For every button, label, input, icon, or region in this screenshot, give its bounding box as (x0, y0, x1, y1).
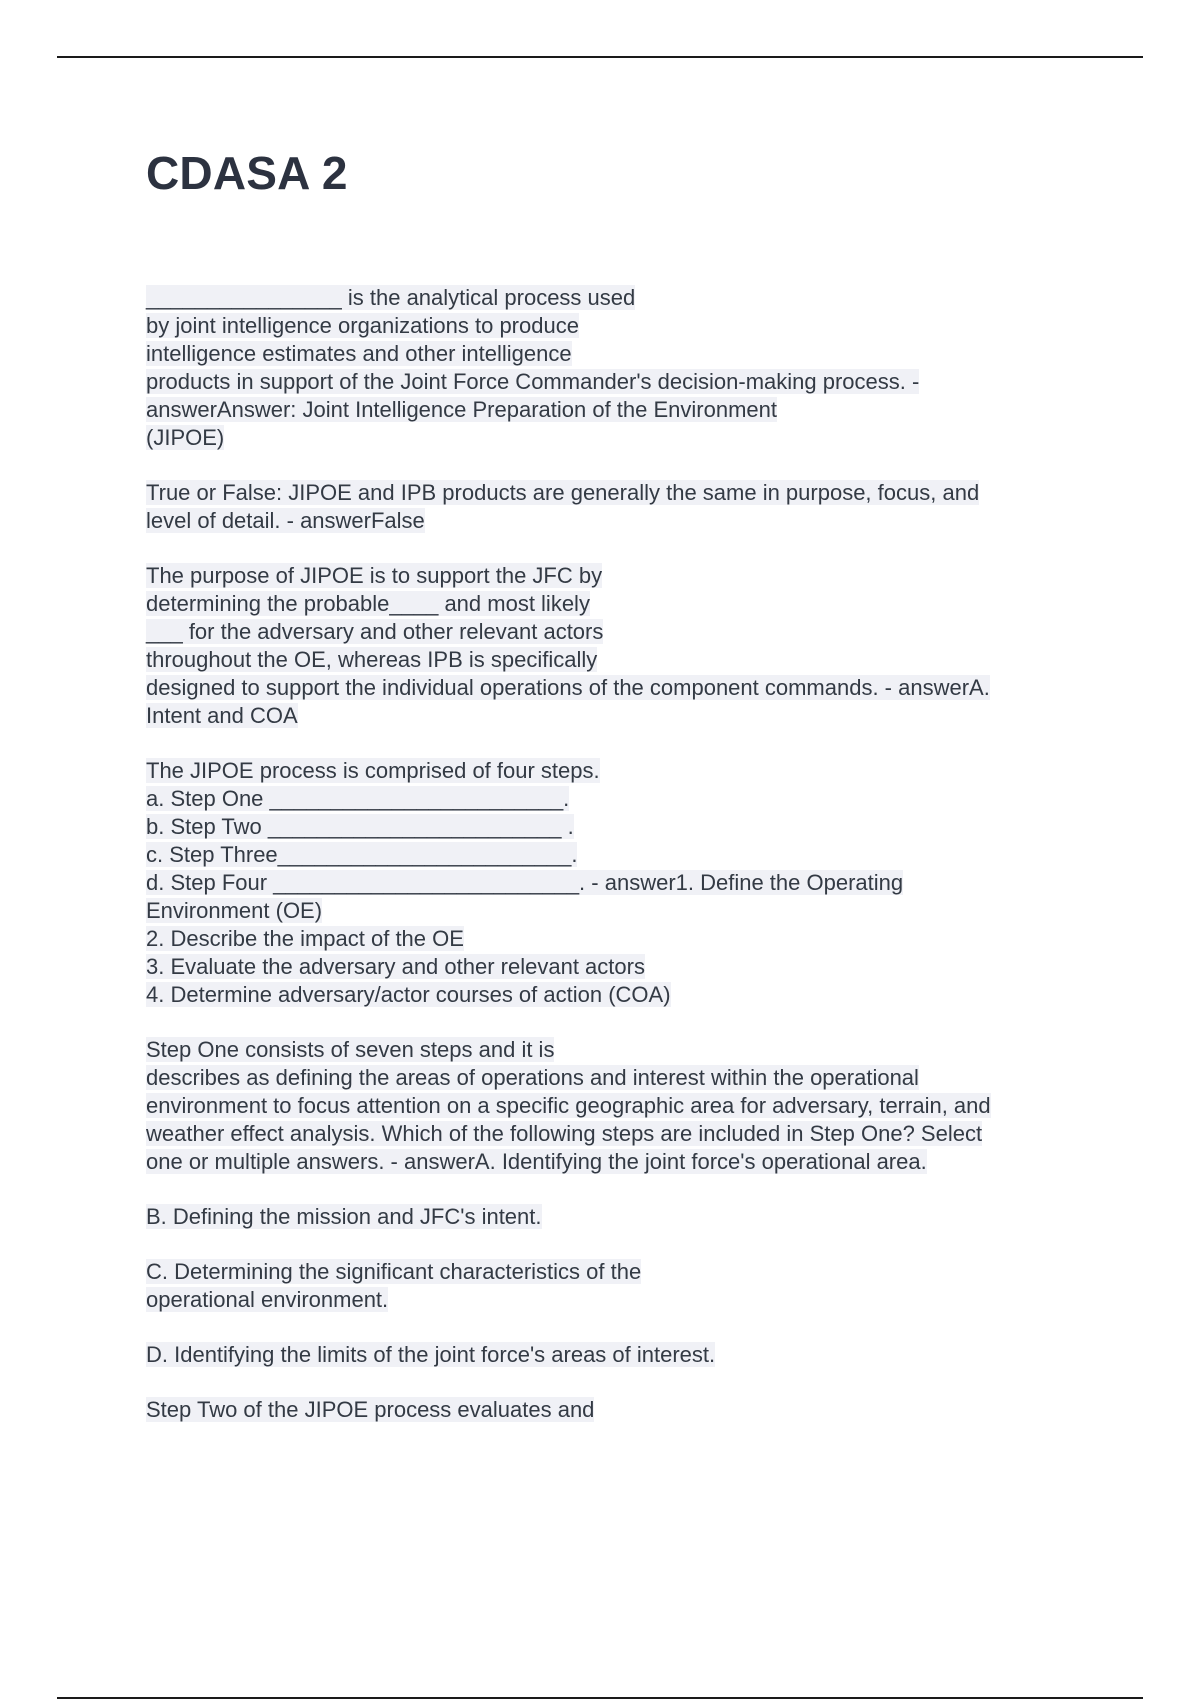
text-line (146, 618, 1106, 646)
qa-paragraph (146, 1036, 1106, 1176)
qa-paragraph (146, 1203, 1106, 1231)
text-line (146, 1148, 1106, 1176)
line-text: ___ for the adversary and other relevant actors (146, 619, 604, 644)
text-line (146, 674, 1106, 702)
text-line (146, 284, 1106, 312)
text-line (146, 312, 1106, 340)
text-line (146, 1092, 1106, 1120)
line-text: products in support of the Joint Force Commander's decision-making process. - (146, 369, 920, 394)
text-line (146, 981, 1106, 1009)
line-text: B. Defining the mission and JFC's intent. (146, 1204, 542, 1229)
text-line (146, 953, 1106, 981)
qa-paragraph (146, 562, 1106, 730)
text-line (146, 590, 1106, 618)
top-rule (57, 56, 1143, 58)
text-line (146, 785, 1106, 813)
line-text: d. Step Four _________________________. - answer1. Define the Operating (146, 870, 904, 895)
text-line (146, 1203, 1106, 1231)
line-text: throughout the OE, whereas IPB is specifically (146, 647, 598, 672)
line-text: 3. Evaluate the adversary and other relevant actors (146, 954, 645, 979)
line-text: a. Step One ________________________. (146, 786, 570, 811)
document-body (146, 284, 1106, 1451)
line-text: environment to focus attention on a specific geographic area for adversary, terrain, and (146, 1093, 991, 1118)
line-text: b. Step Two ________________________ . (146, 814, 574, 839)
line-text: describes as defining the areas of operations and interest within the operational (146, 1065, 919, 1090)
qa-paragraph (146, 479, 1106, 535)
line-text: 4. Determine adversary/actor courses of action (COA) (146, 982, 671, 1007)
text-line (146, 869, 1106, 897)
line-text: operational environment. (146, 1287, 389, 1312)
line-text: Step One consists of seven steps and it is (146, 1037, 555, 1062)
line-text: one or multiple answers. - answerA. Identifying the joint force's operational area. (146, 1149, 927, 1174)
text-line (146, 925, 1106, 953)
line-text: c. Step Three________________________. (146, 842, 578, 867)
text-line (146, 1036, 1106, 1064)
text-line (146, 562, 1106, 590)
text-line (146, 368, 1106, 396)
line-text: Intent and COA (146, 703, 298, 728)
line-text: level of detail. - answerFalse (146, 508, 425, 533)
line-text: (JIPOE) (146, 425, 225, 450)
text-line (146, 424, 1106, 452)
line-text: determining the probable____ and most likely (146, 591, 590, 616)
document-title: CDASA 2 (146, 147, 348, 199)
line-text: True or False: JIPOE and IPB products are generally the same in purpose, focus, and (146, 480, 980, 505)
text-line (146, 757, 1106, 785)
line-text: 2. Describe the impact of the OE (146, 926, 464, 951)
text-line (146, 813, 1106, 841)
qa-paragraph (146, 1258, 1106, 1314)
text-line (146, 507, 1106, 535)
line-text: D. Identifying the limits of the joint force's areas of interest. (146, 1342, 716, 1367)
qa-paragraph (146, 1341, 1106, 1369)
text-line (146, 479, 1106, 507)
qa-paragraph (146, 284, 1106, 452)
text-line (146, 1120, 1106, 1148)
text-line (146, 396, 1106, 424)
text-line (146, 340, 1106, 368)
line-text: answerAnswer: Joint Intelligence Preparation of the Environment (146, 397, 778, 422)
qa-paragraph (146, 757, 1106, 1009)
text-line (146, 1341, 1106, 1369)
bottom-rule (57, 1697, 1143, 1699)
line-text: Environment (OE) (146, 898, 323, 923)
qa-paragraph (146, 1396, 1106, 1424)
line-text: designed to support the individual operations of the component commands. - answerA. (146, 675, 990, 700)
line-text: intelligence estimates and other intelligence (146, 341, 572, 366)
line-text: weather effect analysis. Which of the following steps are included in Step One? Select (146, 1121, 983, 1146)
line-text: ________________ is the analytical process used (146, 285, 636, 310)
text-line (146, 646, 1106, 674)
text-line (146, 897, 1106, 925)
line-text: Step Two of the JIPOE process evaluates and (146, 1397, 595, 1422)
text-line (146, 1064, 1106, 1092)
text-line (146, 1286, 1106, 1314)
text-line (146, 841, 1106, 869)
text-line (146, 1396, 1106, 1424)
line-text: The JIPOE process is comprised of four steps. (146, 758, 600, 783)
line-text: C. Determining the significant characteristics of the (146, 1259, 642, 1284)
text-line (146, 1258, 1106, 1286)
line-text: The purpose of JIPOE is to support the JFC by (146, 563, 603, 588)
text-line (146, 702, 1106, 730)
line-text: by joint intelligence organizations to produce (146, 313, 579, 338)
